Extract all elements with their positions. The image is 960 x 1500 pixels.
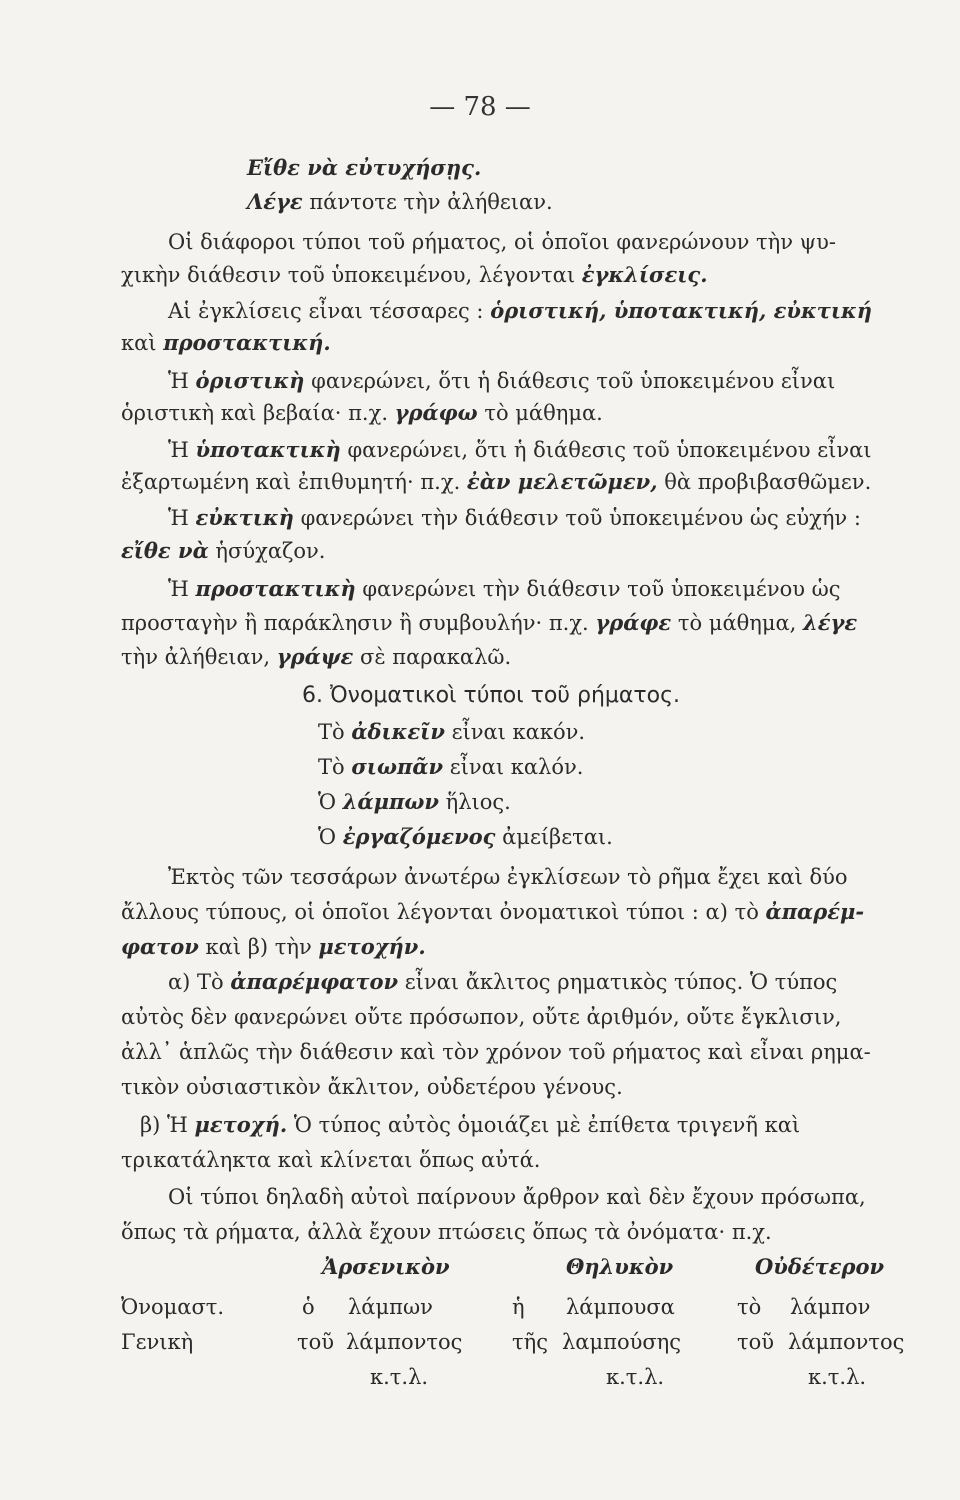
text-line: Ἡ εὐκτικὴ φανερώνει τὴν διάθεσιν τοῦ ὑποκειμένου ὡς εὐχήν :	[168, 505, 861, 530]
text-line: προσταγὴν ἢ παράκλησιν ἢ συμβουλήν· π.χ. γράφε τὸ μάθημα, λέγε	[121, 610, 858, 635]
text-line: β) Ἡ μετοχή. Ὁ τύπος αὐτὸς ὁμοιάζει μὲ ἐπίθετα τριγενῆ καὶ	[140, 1112, 801, 1137]
text-line: καὶ προστακτική.	[121, 330, 331, 355]
text-line: Ἡ προστακτικὴ φανερώνει τὴν διάθεσιν τοῦ ὑποκειμένου ὡς	[168, 576, 841, 601]
text-line: αὐτὸς δὲν φανερώνει οὔτε πρόσωπον, οὔτε ἀριθμόν, οὔτε ἔγκλισιν,	[121, 1005, 842, 1029]
example-line: Τὸ ἀδικεῖν εἶναι κακόν.	[318, 719, 586, 744]
page-number: — 78 —	[429, 92, 531, 122]
text-line: φατον καὶ β) τὴν μετοχήν.	[121, 934, 426, 959]
text-line: ὁριστικὴ καὶ βεβαία· π.χ. γράφω τὸ μάθημα.	[121, 400, 603, 425]
table-cell: ὁ	[302, 1295, 315, 1319]
text-line: Εἴθε νὰ εὐτυχήσῃς.	[247, 155, 482, 180]
table-cell: λάμπων	[348, 1295, 433, 1319]
table-etc: κ.τ.λ.	[606, 1365, 665, 1389]
text-line: εἴθε νὰ ἡσύχαζον.	[121, 538, 326, 563]
example-line: Ὁ ἐργαζόμενος ἀμείβεται.	[318, 824, 613, 849]
text-line: τικὸν οὐσιαστικὸν ἄκλιτον, οὐδετέρου γένους.	[121, 1075, 623, 1099]
text-line: Ἡ ὁριστικὴ φανερώνει, ὅτι ἡ διάθεσις τοῦ ὑποκειμένου εἶναι	[168, 368, 836, 393]
table-cell: λάμπον	[790, 1295, 871, 1319]
example-line: Ὁ λάμπων ἥλιος.	[318, 789, 511, 814]
table-cell: λάμποντος	[788, 1330, 905, 1354]
text-line: ὅπως τὰ ρήματα, ἀλλὰ ἔχουν πτώσεις ὅπως τὰ ὀνόματα· π.χ.	[121, 1220, 772, 1244]
text-line: ἄλλους τύπους, οἱ ὁποῖοι λέγονται ὀνοματικοὶ τύποι : α) τὸ ἀπαρέμ-	[121, 899, 865, 924]
table-cell: λάμπουσα	[566, 1295, 675, 1319]
table-cell: τὸ	[737, 1295, 762, 1319]
text-line: α) Τὸ ἀπαρέμφατον εἶναι ἄκλιτος ρηματικὸς τύπος. Ὁ τύπος	[168, 969, 838, 994]
section-heading: 6. Ὀνοματικοὶ τύποι τοῦ ρήματος.	[302, 683, 681, 708]
table-row-label: Ὀνομαστ.	[121, 1295, 225, 1319]
table-cell: τῆς	[512, 1330, 548, 1354]
table-cell: λαμπούσης	[562, 1330, 682, 1354]
table-header-feminine: Θηλυκὸν	[566, 1254, 674, 1279]
text-line: Οἱ διάφοροι τύποι τοῦ ρήματος, οἱ ὁποῖοι φανερώνουν τὴν ψυ-	[168, 230, 837, 254]
text-line: ἀλλ᾿ ἁπλῶς τὴν διάθεσιν καὶ τὸν χρόνον τοῦ ρήματος καὶ εἶναι ρημα-	[121, 1040, 871, 1064]
table-cell: τοῦ	[297, 1330, 335, 1354]
text-line: Ἡ ὑποτακτικὴ φανερώνει, ὅτι ἡ διάθεσις τοῦ ὑποκειμένου εἶναι	[168, 437, 872, 462]
table-header-neuter: Οὐδέτερον	[755, 1254, 885, 1279]
text-line: Αἱ ἐγκλίσεις εἶναι τέσσαρες : ὁριστική, ὑποτακτική, εὐκτική	[168, 298, 873, 323]
table-cell: τοῦ	[737, 1330, 775, 1354]
table-cell: λάμποντος	[346, 1330, 463, 1354]
example-line: Τὸ σιωπᾶν εἶναι καλόν.	[318, 754, 584, 779]
table-row-label: Γενικὴ	[121, 1330, 194, 1354]
table-etc: κ.τ.λ.	[808, 1365, 867, 1389]
table-etc: κ.τ.λ.	[370, 1365, 429, 1389]
text-line: χικὴν διάθεσιν τοῦ ὑποκειμένου, λέγονται ἐγκλίσεις.	[121, 262, 708, 287]
text-line: τρικατάληκτα καὶ κλίνεται ὅπως αὐτά.	[121, 1148, 541, 1172]
text-line: Ἐκτὸς τῶν τεσσάρων ἀνωτέρω ἐγκλίσεων τὸ ρῆμα ἔχει καὶ δύο	[168, 865, 848, 889]
table-cell: ἡ	[512, 1295, 525, 1319]
text-line: ἐξαρτωμένη καὶ ἐπιθυμητή· π.χ. ἐὰν μελετῶμεν, θὰ προβιβασθῶμεν.	[121, 469, 872, 494]
table-header-masculine: Ἀρσενικὸν	[322, 1254, 450, 1279]
text-line: Λέγε πάντοτε τὴν ἀλήθειαν.	[247, 189, 553, 214]
text-line: Οἱ τύποι δηλαδὴ αὐτοὶ παίρνουν ἄρθρον καὶ δὲν ἔχουν πρόσωπα,	[168, 1185, 866, 1209]
text-line: τὴν ἀλήθειαν, γράψε σὲ παρακαλῶ.	[121, 644, 512, 669]
